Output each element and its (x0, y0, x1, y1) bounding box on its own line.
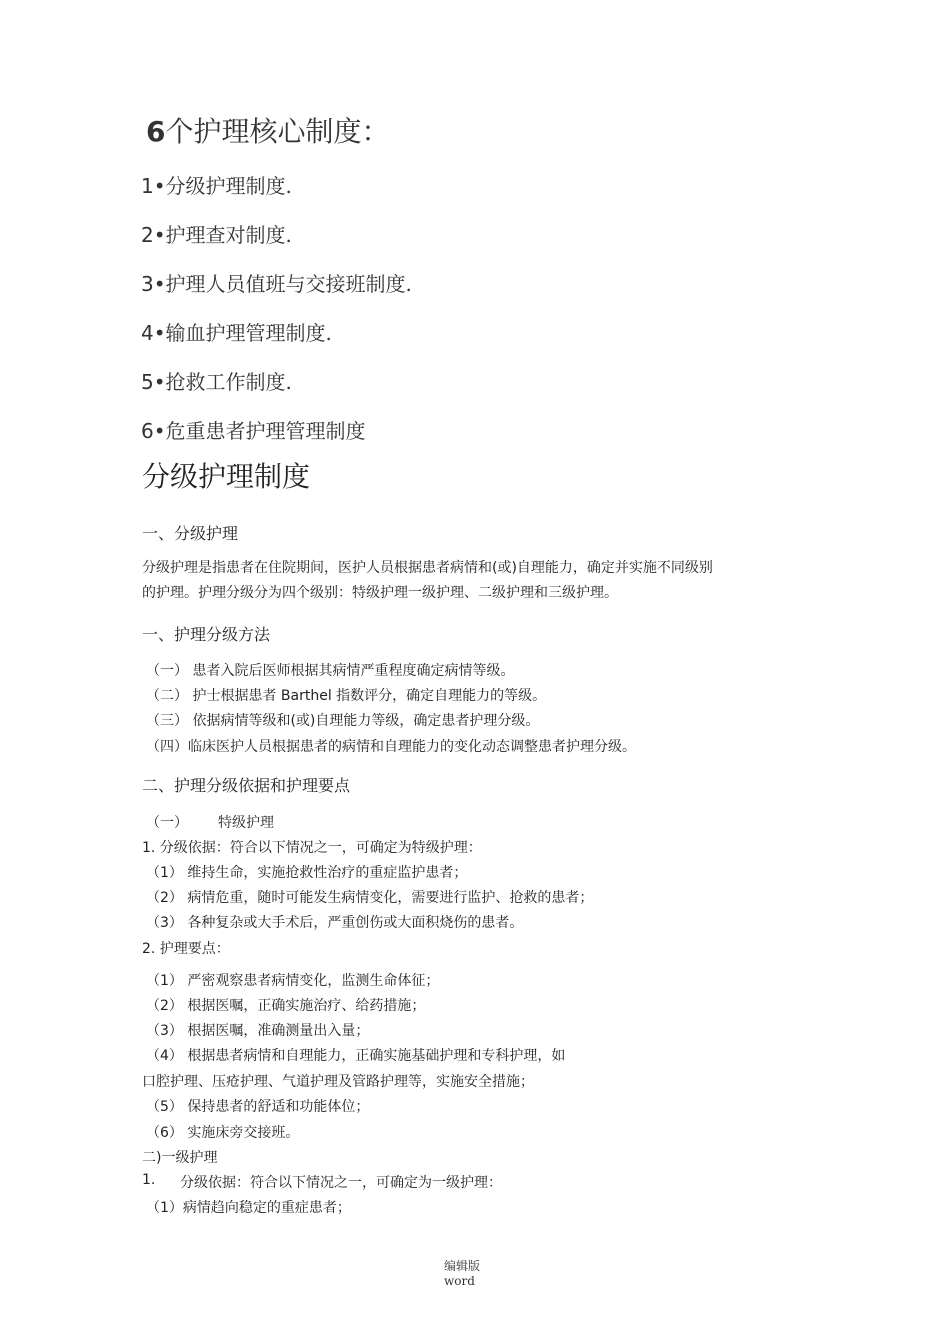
level-one-basis-number: 1. (142, 1172, 156, 1188)
special-points-item: （4） 根据患者病情和自理能力，正确实施基础护理和专科护理，如 (146, 1048, 566, 1064)
footer-line: 编辑版 (444, 1259, 481, 1273)
method-item: （三） 依据病情等级和(或)自理能力等级，确定患者护理分级。 (146, 713, 540, 729)
footer-line: word (444, 1274, 475, 1288)
special-points-item: （6） 实施床旁交接班。 (146, 1125, 300, 1141)
special-points-item: （3） 根据医嘱，准确测量出入量； (146, 1023, 370, 1039)
method-item: （二） 护士根据患者 Barthel 指数评分，确定自理能力的等级。 (146, 688, 547, 704)
core-list-title-number: 6 (146, 115, 166, 148)
level-one-label: 二)一级护理 (142, 1150, 218, 1166)
method-item: （一） 患者入院后医师根据其病情严重程度确定病情等级。 (146, 663, 515, 679)
core-list-title (146, 110, 390, 150)
special-points-item: （1） 严密观察患者病情变化，监测生命体征； (146, 973, 440, 989)
special-care-label-number: （一） (146, 815, 188, 831)
special-basis-item: （2） 病情危重，随时可能发生病情变化，需要进行监护、抢救的患者； (146, 890, 594, 906)
level-one-basis-intro: 分级依据：符合以下情况之一，可确定为一级护理： (180, 1175, 502, 1191)
core-list-item: 1•分级护理制度. (141, 174, 292, 198)
special-points-item: 口腔护理、压疮护理、气道护理及管路护理等，实施安全措施； (142, 1074, 534, 1090)
definition-line: 的护理。护理分级分为四个级别：特级护理一级护理、二级护理和三级护理。 (142, 585, 618, 601)
core-list-item: 5•抢救工作制度. (141, 370, 292, 394)
level-one-basis-item: （1）病情趋向稳定的重症患者； (146, 1200, 351, 1216)
definition-line: 分级护理是指患者在住院期间，医护人员根据患者病情和(或)自理能力，确定并实施不同级别 (142, 560, 713, 576)
heading-basis: 二、护理分级依据和护理要点 (142, 776, 351, 795)
special-basis-item: （3） 各种复杂或大手术后，严重创伤或大面积烧伤的患者。 (146, 915, 524, 931)
core-list-item: 3•护理人员值班与交接班制度. (141, 272, 412, 296)
special-basis-intro: 1. 分级依据：符合以下情况之一，可确定为特级护理： (142, 840, 482, 856)
heading-method: 一、护理分级方法 (142, 625, 271, 644)
method-item: （四）临床医护人员根据患者的病情和自理能力的变化动态调整患者护理分级。 (146, 739, 636, 755)
core-list-item: 4•输血护理管理制度. (141, 321, 332, 345)
core-list-item: 6•危重患者护理管理制度 (141, 419, 366, 443)
section-title: 分级护理制度 (142, 460, 311, 493)
special-points-item: （5） 保持患者的舒适和功能体位； (146, 1099, 370, 1115)
core-list-title-text: 个护理核心制度： (165, 115, 390, 148)
special-points-intro: 2. 护理要点： (142, 941, 230, 957)
heading-grading: 一、分级护理 (142, 524, 239, 543)
special-basis-item: （1） 维持生命，实施抢救性治疗的重症监护患者； (146, 865, 468, 881)
special-points-item: （2） 根据医嘱，正确实施治疗、给药措施； (146, 998, 426, 1014)
core-list-item: 2•护理查对制度. (141, 223, 292, 247)
special-care-label: 特级护理 (218, 815, 274, 831)
